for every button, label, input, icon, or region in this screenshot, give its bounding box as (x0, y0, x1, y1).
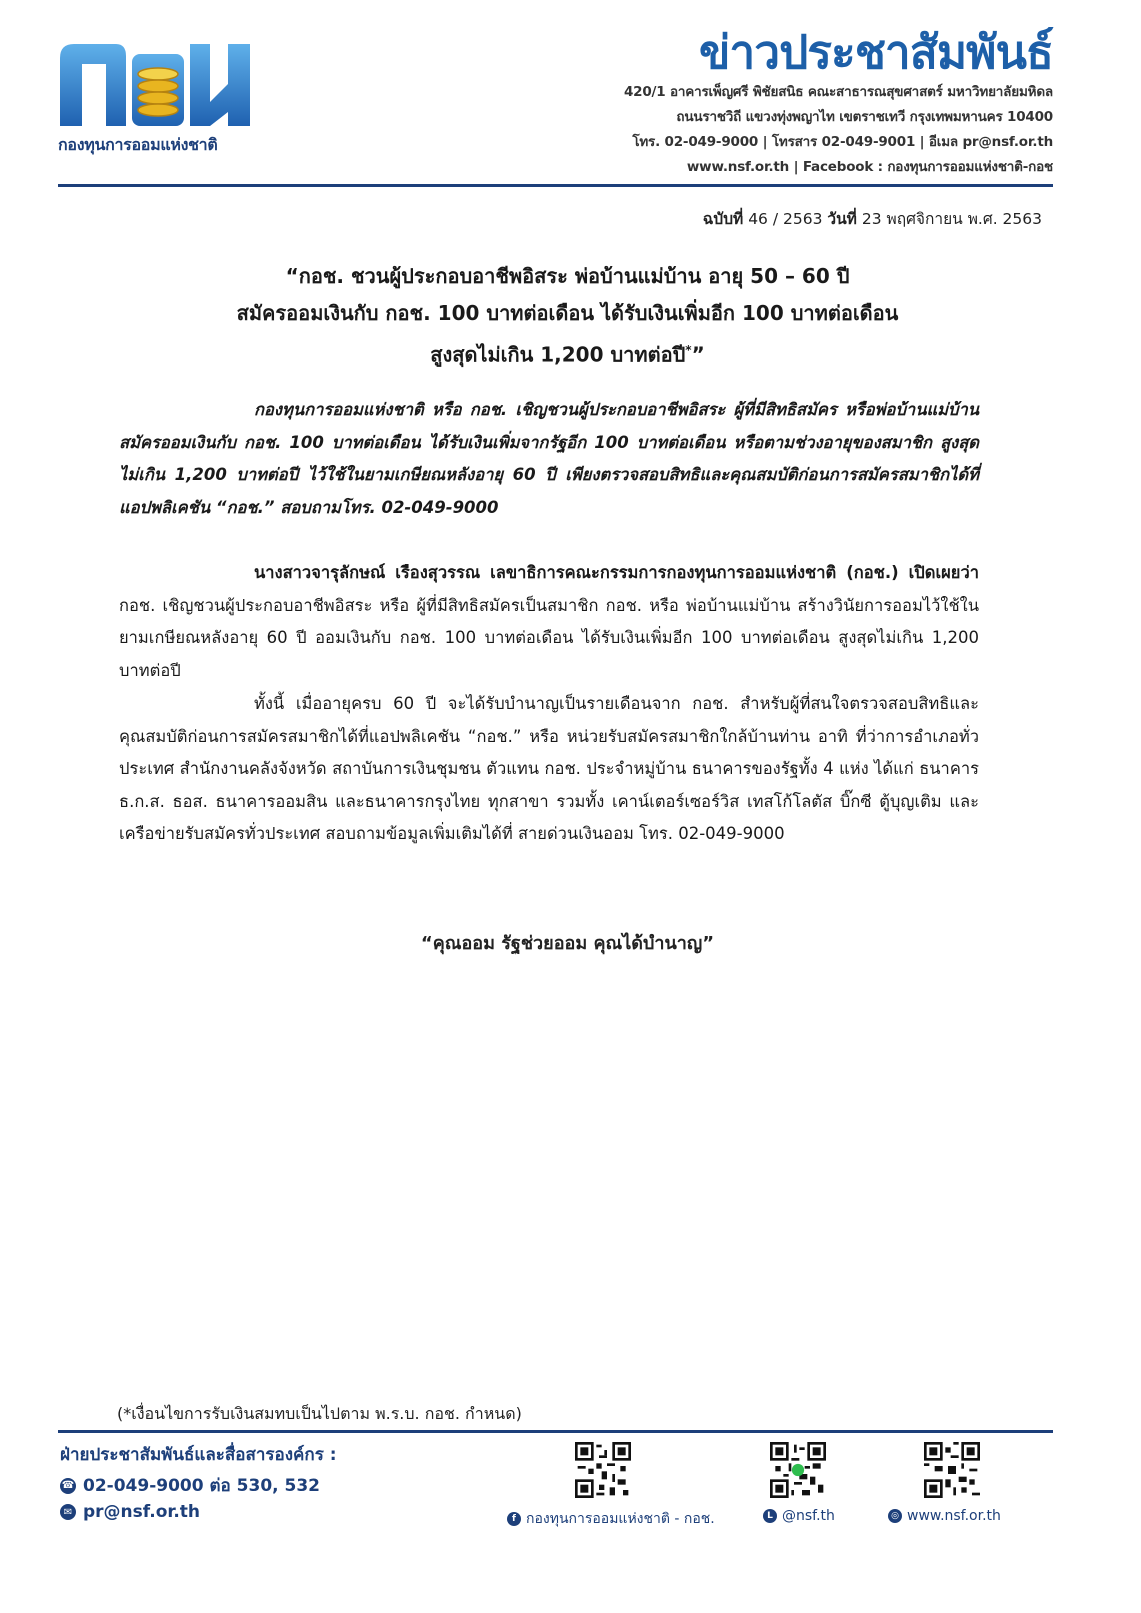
header-divider (58, 184, 1053, 187)
facebook-icon: f (507, 1512, 521, 1526)
slogan: “คุณออม รัฐช่วยออม คุณได้บำนาญ” (420, 933, 715, 954)
press-release-title: ข่าวประชาสัมพันธ์ (698, 25, 1053, 79)
pr-department-title: ฝ่ายประชาสัมพันธ์และสื่อสารองค์กร : (60, 1445, 337, 1465)
contact-line: โทร. 02-049-9000 | โทรสาร 02-049-9001 | อีเมล pr@nsf.or.th (632, 134, 1053, 150)
line-link[interactable]: L @nsf.th (763, 1508, 835, 1524)
issue-line (703, 206, 1042, 231)
address-line: 420/1 อาคารเพ็ญศรี พิชัยสนิธ คณะสาธารณสุขศาสตร์ มหาวิทยาลัยมหิดล (623, 84, 1053, 100)
intro-paragraph: กองทุนการออมแห่งชาติ หรือ กอช. เชิญชวนผู้ประกอบอาชีพอิสระ ผู้ที่มีสิทธิสมัคร หรือพ่อบ้านแม่บ้าน สมัครออมเงินกับ กอช. 100 บาทต่อเดือน ได้รับเงินเพิ่มจากรัฐอีก 100 บาทต่อเดือน หรือตามช่วงอายุของสมาชิก สูงสุดไม่เกิน 1,200 บาทต่อปี ไว้ใช้ในยามเกษียณหลังอายุ 60 ปี เพียงตรวจสอบสิทธิและคุณสมบัติก่อนการสมัครสมาชิกได้ที่ แอปพลิเคชัน “กอช.” สอบถามโทร. 02-049-9000 (119, 400, 979, 517)
footnote: (*เงื่อนไขการรับเงินสมทบเป็นไปตาม พ.ร.บ. กอช. กำหนด) (117, 1404, 522, 1423)
main-paragraph (119, 557, 979, 687)
details-paragraph: ทั้งนี้ เมื่ออายุครบ 60 ปี จะได้รับบำนาญเป็นรายเดือนจาก กอช. สำหรับผู้ที่สนใจตรวจสอบสิทธิและคุณสมบัติก่อนการสมัครสมาชิกได้ที่แอปพลิเคชัน “กอช.” หรือ หน่วยรับสมัครสมาชิกใกล้บ้านท่าน อาทิ ที่ว่าการอำเภอทั่วประเทศ สำนักงานคลังจังหวัด สถาบันการเงินชุมชน ตัวแทน กอช. ประจำหมู่บ้าน ธนาคารของรัฐทั้ง 4 แห่ง ได้แก่ ธนาคาร ธ.ก.ส. ธอส. ธนาคารออมสิน และธนาคารกรุงไทย ทุกสาขา รวมทั้ง เคาน์เตอร์เซอร์วิส เทสโก้โลตัส บิ๊กซี ตู้บุญเติม และเครือข่ายรับสมัครทั่วประเทศ สอบถามข้อมูลเพิ่มเติมได้ที่ สายด่วนเงินออม โทร. 02-049-9000 (119, 694, 979, 843)
issue-number: 46 / 2563 (748, 210, 823, 228)
pr-phone: ☎ 02-049-9000 ต่อ 530, 532 (61, 1476, 321, 1496)
email-icon: ✉ (60, 1504, 76, 1520)
footnote-mark: * (685, 343, 692, 357)
headline-line: “กอช. ชวนผู้ประกอบอาชีพอิสระ พ่อบ้านแม่บ้าน อายุ 50 – 60 ปี (285, 264, 850, 288)
headline-line: สมัครออมเงินกับ กอช. 100 บาทต่อเดือน ได้รับเงินเพิ่มอีก 100 บาทต่อเดือน (236, 301, 899, 325)
website-link[interactable]: ◎ www.nsf.or.th (888, 1508, 1001, 1524)
web-line: www.nsf.or.th | Facebook : กองทุนการออมแห่งชาติ-กอช (686, 159, 1053, 175)
issue-label: ฉบับที่ (702, 210, 744, 228)
headline (120, 258, 1015, 374)
globe-icon: ◎ (888, 1509, 902, 1523)
phone-icon: ☎ (60, 1478, 76, 1494)
facebook-link[interactable]: f กองทุนการออมแห่งชาติ - กอช. (507, 1508, 715, 1530)
date-label: วันที่ (827, 210, 857, 228)
speaker: นางสาวจารุลักษณ์ เรืองสุวรรณ เลขาธิการคณะกรรมการกองทุนการออมแห่งชาติ (กอช.) เปิดเผยว่า (254, 563, 979, 582)
headline-line: สูงสุดไม่เกิน 1,200 บาทต่อปี*” (430, 342, 705, 367)
qr-code-website[interactable] (924, 1442, 980, 1498)
qr-code-line[interactable] (770, 1442, 826, 1498)
issue-date: 23 พฤศจิกายน พ.ศ. 2563 (861, 210, 1042, 228)
address-line: ถนนราชวิถี แขวงทุ่งพญาไท เขตราชเทวี กรุงเทพมหานคร 10400 (676, 109, 1053, 125)
pr-email: ✉ pr@nsf.or.th (60, 1502, 200, 1522)
line-icon: L (763, 1509, 777, 1523)
footer-divider (58, 1430, 1053, 1433)
logo-org-name: กองทุนการออมแห่งชาติ (58, 135, 218, 154)
main-text: กอช. เชิญชวนผู้ประกอบอาชีพอิสระ หรือ ผู้ที่มีสิทธิสมัครเป็นสมาชิก กอช. หรือ พ่อบ้านแม่บ้าน สร้างวินัยการออมไว้ใช้ในยามเกษียณหลังอายุ 60 ปี ออมเงินกับ กอช. 100 บาทต่อเดือน ได้รับเงินเพิ่มอีก 100 บาทต่อเดือน สูงสุดไม่เกิน 1,200 บาทต่อปี (119, 595, 979, 680)
qr-code-facebook[interactable] (575, 1442, 631, 1498)
